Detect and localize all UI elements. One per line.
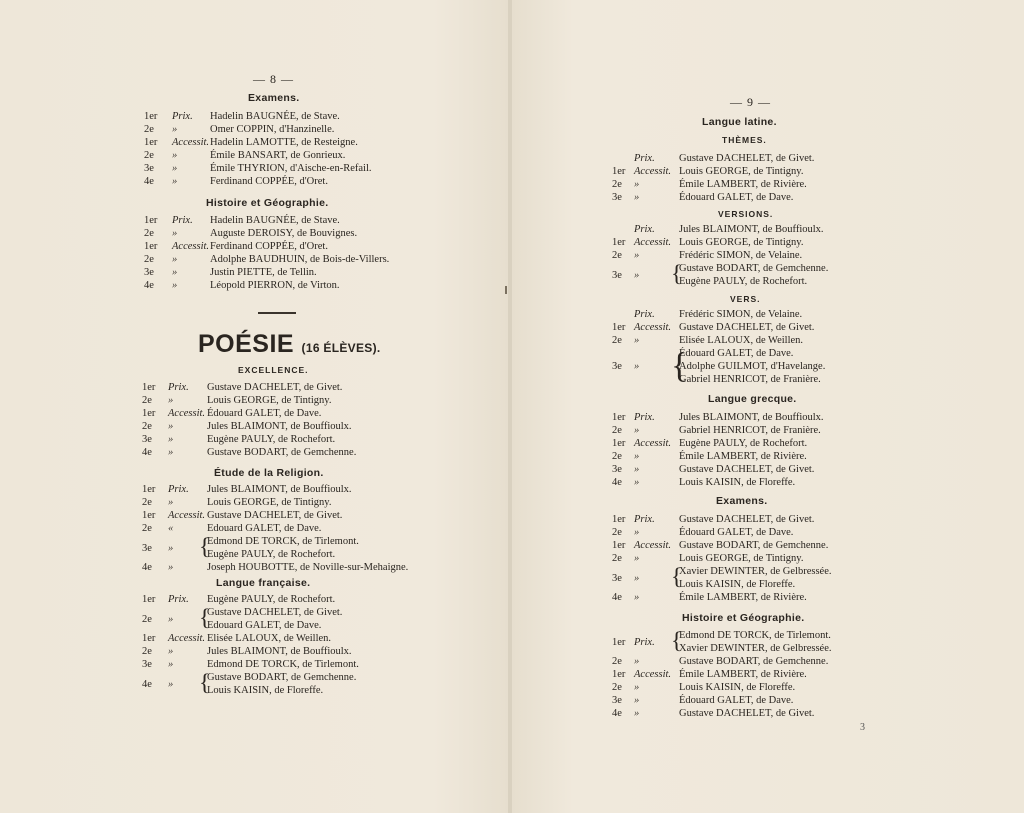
student-name: Gustave BODART, de Gemchenne. (679, 263, 829, 274)
award-type: » (172, 176, 178, 187)
tied-names (207, 535, 359, 561)
student-name: Émile BANSART, de Gonrieux. (210, 150, 346, 161)
brace-glyph: { (671, 564, 683, 590)
award-type: Accessit. (634, 438, 672, 449)
award-type: Accessit. (634, 237, 672, 248)
student-name: Émile LAMBERT, de Rivière. (679, 451, 807, 462)
award-type: » (168, 678, 174, 690)
rank: 2e (142, 613, 152, 625)
rank: 4e (144, 176, 154, 187)
rank: 2e (142, 421, 152, 432)
rank: 3e (144, 163, 154, 174)
award-type: » (172, 163, 178, 174)
section-title-examens: Examens. (248, 92, 300, 104)
award-type: » (168, 562, 174, 573)
award-type: » (634, 361, 640, 372)
rank: 1er (142, 382, 156, 393)
student-name: Jules BLAIMONT, de Bouffioulx. (679, 412, 824, 423)
student-name: Gustave DACHELET, de Givet. (679, 464, 815, 475)
student-name: Jules BLAIMONT, de Bouffioulx. (207, 484, 352, 495)
award-type: » (634, 527, 640, 538)
rank: 2e (612, 527, 622, 538)
student-name: Gustave DACHELET, de Givet. (679, 708, 815, 719)
award-type: Accessit. (168, 633, 206, 644)
award-type: » (168, 646, 174, 657)
rank: 1er (612, 412, 626, 423)
list-row (612, 463, 1024, 476)
section-title-francaise: Langue française. (216, 577, 311, 589)
list-row-group (612, 629, 1024, 655)
award-type: » (634, 656, 640, 667)
student-name: Émile LAMBERT, de Rivière. (679, 669, 807, 680)
rank: 4e (612, 592, 622, 603)
rank: 1er (144, 241, 158, 252)
section-title-latine: Langue latine. (702, 116, 777, 128)
rank: 2e (144, 228, 154, 239)
rank: 4e (144, 280, 154, 291)
award-type: » (634, 477, 640, 488)
brace-glyph: { (671, 628, 683, 654)
section-title-excellence: EXCELLENCE. (238, 365, 309, 375)
list-row-group (612, 262, 1024, 288)
student-name: Gustave DACHELET, de Givet. (679, 514, 815, 525)
award-type: » (634, 553, 640, 564)
student-name: Jules BLAIMONT, de Bouffioulx. (207, 421, 352, 432)
student-name: Edmond DE TORCK, de Tirlemont. (207, 536, 359, 547)
rank: 1er (612, 166, 626, 177)
list-row (612, 655, 1024, 668)
rank: 3e (142, 659, 152, 670)
student-name: Louis GEORGE, de Tintigny. (679, 166, 804, 177)
rank: 1er (612, 438, 626, 449)
student-name: Jules BLAIMONT, de Bouffioulx. (207, 646, 352, 657)
rank: 4e (612, 708, 622, 719)
rank: 3e (142, 542, 152, 554)
rank: 3e (612, 192, 622, 203)
section-title-versions: VERSIONS. (718, 209, 774, 219)
award-type: » (172, 254, 178, 265)
student-name: Gustave DACHELET, de Givet. (679, 322, 815, 333)
student-name: Ferdinand COPPÉE, d'Oret. (210, 241, 328, 252)
binding-mark (505, 286, 507, 294)
award-type: Prix. (634, 514, 655, 525)
rank: 2e (144, 124, 154, 135)
student-name: Eugène PAULY, de Rochefort. (207, 549, 336, 560)
student-name: Louis KAISIN, de Floreffe. (679, 477, 796, 488)
list-row (612, 191, 1024, 204)
list-row (612, 437, 1024, 450)
rank: 2e (142, 395, 152, 406)
tied-names (679, 262, 828, 288)
award-type: » (634, 695, 640, 706)
section-title-vers: VERS. (730, 294, 761, 304)
rank: 2e (612, 682, 622, 693)
award-type: » (172, 280, 178, 291)
rank: 3e (612, 464, 622, 475)
student-name: Eugène PAULY, de Rochefort. (679, 276, 808, 287)
page-number: — 8 — (253, 72, 294, 86)
student-name: Frédéric SIMON, de Velaine. (679, 250, 803, 261)
award-type: » (634, 192, 640, 203)
award-type: » (634, 451, 640, 462)
award-type: Accessit. (172, 137, 210, 148)
award-type: Accessit. (168, 510, 206, 521)
list-row (612, 668, 1024, 681)
left-page (0, 0, 510, 813)
section-title-themes: THÈMES. (722, 135, 767, 145)
student-name: Gabriel HENRICOT, de Franière. (679, 425, 821, 436)
rank: 1er (142, 484, 156, 495)
award-type: » (634, 464, 640, 475)
student-name: Gustave DACHELET, de Givet. (207, 382, 343, 393)
rank: 2e (612, 656, 622, 667)
award-type: « (168, 523, 174, 534)
rank: 1er (612, 540, 626, 551)
student-name: Eugène PAULY, de Rochefort. (207, 434, 336, 445)
award-type: Prix. (634, 153, 655, 164)
list-row (612, 681, 1024, 694)
award-type: Prix. (168, 594, 189, 605)
brace-glyph: { (199, 670, 211, 696)
award-type: » (172, 228, 178, 239)
list-row (612, 411, 1024, 424)
class-title: POÉSIE (198, 330, 295, 358)
student-name: Eugène PAULY, de Rochefort. (679, 438, 808, 449)
award-type: Accessit. (634, 166, 672, 177)
student-name: Émile LAMBERT, de Rivière. (679, 592, 807, 603)
student-name: Gustave BODART, de Gemchenne. (207, 447, 357, 458)
award-type: » (168, 395, 174, 406)
award-type: » (634, 572, 640, 584)
award-type: » (172, 150, 178, 161)
student-name: Elisée LALOUX, de Weillen. (207, 633, 332, 644)
student-name: Hadelin LAMOTTE, de Resteigne. (210, 137, 358, 148)
student-name: Justin PIETTE, de Tellin. (210, 267, 317, 278)
student-name: Louis GEORGE, de Tintigny. (679, 553, 804, 564)
rank: 1er (612, 636, 626, 648)
student-name: Edmond DE TORCK, de Tirlemont. (679, 630, 831, 641)
award-type: Accessit. (634, 322, 672, 333)
rank: 1er (612, 322, 626, 333)
student-name: Auguste DEROISY, de Bouvignes. (210, 228, 358, 239)
rank: 1er (144, 111, 158, 122)
student-name: Eugène PAULY, de Rochefort. (207, 594, 336, 605)
list-row (612, 591, 1024, 604)
award-type: » (634, 592, 640, 603)
class-count: (16 ÉLÈVES). (301, 341, 381, 355)
award-type: Prix. (168, 382, 189, 393)
award-type: » (172, 267, 178, 278)
student-name: Édouard GALET, de Dave. (679, 348, 794, 359)
award-type: Prix. (634, 412, 655, 423)
rank: 3e (612, 361, 622, 372)
award-type: » (168, 497, 174, 508)
section-title-histoire: Histoire et Géographie. (682, 612, 805, 624)
brace-glyph: { (199, 534, 211, 560)
student-name: Joseph HOUBOTTE, de Noville-sur-Mehaigne. (207, 562, 409, 573)
award-type: » (634, 179, 640, 190)
award-type: Prix. (634, 636, 655, 648)
student-name: Louis GEORGE, de Tintigny. (207, 395, 332, 406)
student-name: Édouard GALET, de Dave. (679, 695, 794, 706)
rank: 3e (144, 267, 154, 278)
section-title-religion: Étude de la Religion. (214, 467, 324, 479)
award-type: » (634, 335, 640, 346)
award-type: Prix. (172, 215, 193, 226)
list-row (612, 539, 1024, 552)
student-name: Gustave BODART, de Gemchenne. (207, 672, 357, 683)
student-name: Edmond DE TORCK, de Tirlemont. (207, 659, 359, 670)
student-name: Hadelin BAUGNÉE, de Stave. (210, 215, 340, 226)
student-name: Edouard GALET, de Dave. (207, 620, 322, 631)
student-name: Hadelin BAUGNÉE, de Stave. (210, 111, 340, 122)
student-name: Édouard GALET, de Dave. (679, 192, 794, 203)
rank: 2e (612, 250, 622, 261)
list-row-group (612, 565, 1024, 591)
student-name: Édouard GALET, de Dave. (207, 408, 322, 419)
list-row (612, 321, 1024, 334)
student-name: Louis KAISIN, de Floreffe. (679, 579, 796, 590)
student-name: Gustave DACHELET, de Givet. (207, 607, 343, 618)
rank: 2e (612, 553, 622, 564)
list-row-group (612, 347, 1024, 386)
rank: 2e (612, 425, 622, 436)
list-row (612, 476, 1024, 489)
student-name: Gabriel HENRICOT, de Franière. (679, 374, 821, 385)
rank: 1er (142, 510, 156, 521)
award-type: » (634, 425, 640, 436)
award-type: Prix. (168, 484, 189, 495)
rank: 1er (612, 669, 626, 680)
award-type: Prix. (634, 309, 655, 320)
rank: 2e (612, 179, 622, 190)
list-row (612, 694, 1024, 707)
student-name: Xavier DEWINTER, de Gelbressée. (679, 643, 832, 654)
student-name: Louis GEORGE, de Tintigny. (679, 237, 804, 248)
student-name: Edouard GALET, de Dave. (207, 523, 322, 534)
award-type: » (172, 124, 178, 135)
student-name: Elisée LALOUX, de Weillen. (679, 335, 804, 346)
tied-names (207, 606, 342, 632)
list-row (612, 308, 1024, 321)
student-name: Émile THYRION, d'Aische-en-Refail. (210, 163, 372, 174)
right-page (512, 0, 1024, 813)
award-type: » (168, 613, 174, 625)
section-title-grecque: Langue grecque. (708, 393, 797, 405)
student-name: Xavier DEWINTER, de Gelbressée. (679, 566, 832, 577)
rank: 3e (612, 572, 622, 584)
rank: 2e (612, 451, 622, 462)
rank: 2e (142, 646, 152, 657)
list-row (612, 707, 1024, 720)
student-name: Frédéric SIMON, de Velaine. (679, 309, 803, 320)
section-title-histoire: Histoire et Géographie. (206, 197, 329, 209)
list-row (612, 178, 1024, 191)
student-name: Gustave DACHELET, de Givet. (679, 153, 815, 164)
page-number: — 9 — (730, 95, 771, 109)
award-type: » (634, 250, 640, 261)
rank: 1er (142, 408, 156, 419)
award-type: » (168, 659, 174, 670)
rank: 4e (612, 477, 622, 488)
award-type: » (168, 447, 174, 458)
award-type: Prix. (172, 111, 193, 122)
tied-names (679, 629, 831, 655)
student-name: Édouard GALET, de Dave. (679, 527, 794, 538)
rank: 4e (142, 678, 152, 690)
student-name: Gustave DACHELET, de Givet. (207, 510, 343, 521)
student-name: Émile LAMBERT, de Rivière. (679, 179, 807, 190)
student-name: Ferdinand COPPÉE, d'Oret. (210, 176, 328, 187)
section-divider (258, 312, 296, 314)
tied-names (679, 347, 825, 386)
list-row (612, 526, 1024, 539)
rank: 1er (612, 237, 626, 248)
list-row (612, 513, 1024, 526)
award-type: » (634, 269, 640, 281)
rank: 2e (612, 335, 622, 346)
rank: 1er (612, 514, 626, 525)
student-name: Gustave BODART, de Gemchenne. (679, 540, 829, 551)
rank: 3e (612, 695, 622, 706)
award-type: Prix. (634, 224, 655, 235)
student-name: Louis KAISIN, de Floreffe. (207, 685, 324, 696)
student-name: Omer COPPIN, d'Hanzinelle. (210, 124, 335, 135)
list-row (612, 223, 1024, 236)
rank: 2e (142, 497, 152, 508)
award-type: » (168, 542, 174, 554)
list-row (612, 165, 1024, 178)
student-name: Jules BLAIMONT, de Bouffioulx. (679, 224, 824, 235)
student-name: Adolphe BAUDHUIN, de Bois-de-Villers. (210, 254, 390, 265)
student-name: Gustave BODART, de Gemchenne. (679, 656, 829, 667)
list-row (612, 450, 1024, 463)
award-type: » (634, 682, 640, 693)
award-type: Accessit. (172, 241, 210, 252)
tied-names (207, 671, 356, 697)
section-title-examens: Examens. (716, 495, 768, 507)
list-row (612, 424, 1024, 437)
brace-glyph: { (671, 261, 683, 287)
student-name: Adolphe GUILMOT, d'Havelange. (679, 361, 826, 372)
award-type: » (634, 708, 640, 719)
class-heading (198, 330, 381, 359)
student-name: Léopold PIERRON, de Virton. (210, 280, 340, 291)
rank: 4e (142, 447, 152, 458)
rank: 3e (142, 434, 152, 445)
student-name: Louis KAISIN, de Floreffe. (679, 682, 796, 693)
signature-mark: 3 (860, 722, 865, 733)
award-type: Accessit. (634, 669, 672, 680)
list-row (612, 236, 1024, 249)
rank: 4e (142, 562, 152, 573)
tied-names (679, 565, 831, 591)
brace-glyph: { (671, 346, 688, 385)
list-row (612, 152, 1024, 165)
brace-glyph: { (199, 605, 211, 631)
award-type: » (168, 421, 174, 432)
rank: 2e (142, 523, 152, 534)
award-type: » (168, 434, 174, 445)
award-type: Accessit. (634, 540, 672, 551)
rank: 1er (142, 594, 156, 605)
rank: 3e (612, 269, 622, 281)
rank: 1er (144, 137, 158, 148)
student-name: Louis GEORGE, de Tintigny. (207, 497, 332, 508)
rank: 1er (142, 633, 156, 644)
rank: 2e (144, 150, 154, 161)
rank: 2e (144, 254, 154, 265)
award-type: Accessit. (168, 408, 206, 419)
rank: 1er (144, 215, 158, 226)
